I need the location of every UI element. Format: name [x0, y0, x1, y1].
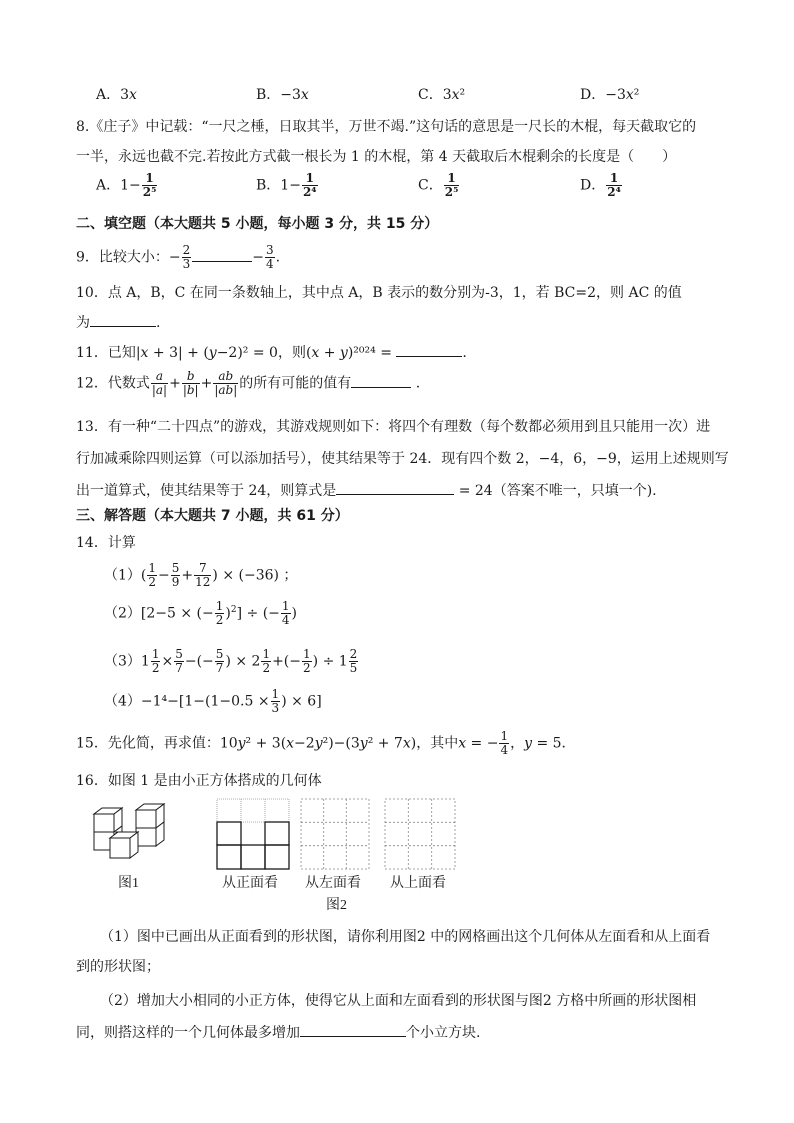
left-view-grid[interactable] [300, 798, 370, 870]
q14-part1: （1）( $\frac{1}{2}$ − $\frac{5}{9}$ + $\frac{7}{12}$ ) × (−36) ； [104, 561, 298, 589]
q13-line2: 行加减乘除四则运算（可以添加括号），使其结果等于 24．现有四个数 2，−4，6，−9，运用上述规则写 [76, 451, 729, 467]
q16-part1-line2: 到的形状图； [76, 959, 160, 975]
q7-option-a: A．3𝑥 [96, 87, 137, 103]
q8-option-d: D． $\frac{1}{\text{2⁴}}$ [580, 171, 621, 199]
q8-option-b: B．1− $\frac{1}{\text{2⁴}}$ [256, 171, 317, 199]
top-view-caption: 从上面看 [390, 876, 446, 891]
section-3-title: 三、解答题（本大题共 7 小题，共 61 分） [76, 508, 349, 524]
q8-option-a: A．1− $\frac{1}{\text{2⁵}}$ [96, 171, 157, 199]
q16-part1-line1: （1）图中已画出从正面看到的形状图，请你利用图2 中的网格画出这个几何体从左面看和从上面看 [100, 929, 711, 945]
q15: 15．先化简，再求值：10𝑦² + 3(𝑥−2𝑦²)−(3𝑦² + 7𝑥)，其中𝑥 = − $\frac{1}{4}$ ，𝑦 = 5． [76, 729, 576, 757]
section-2-title: 二、填空题（本大题共 5 小题，每小题 3 分，共 15 分） [76, 216, 439, 232]
q14-part3: （3）1 $\frac{1}{2}$ × $\frac{5}{7}$ −(− $\frac{5}{7}$ ) × 2 $\frac{1}{2}$ +(− $\frac{1}{2}$ ) ÷ 1 $\frac{2}{5}$ [104, 647, 358, 675]
q12: 12．代数式 $\frac{a}{|a|}$ + $\frac{b}{|b|}$ + $\frac{ab}{|ab|}$ 的所有可能的值有 . [76, 369, 421, 397]
top-view-grid[interactable] [384, 798, 456, 870]
figure-1-solid [90, 800, 170, 872]
q7-option-d: D．−3𝑥² [580, 87, 640, 103]
q11: 11．已知|𝑥 + 3| + (𝑦−2)² = 0，则(𝑥 + 𝑦)²⁰²⁴ = . [76, 342, 467, 362]
q10-answer-blank[interactable] [90, 312, 156, 327]
q14-part2: （2）[2−5 × (− $\frac{1}{2}$ )$^2$] ÷ (− $\frac{1}{4}$ ) [104, 599, 298, 627]
q16-part2-line2: 同，则搭这样的一个几何体最多增加 个小立方块. [76, 1022, 480, 1042]
q13-line1: 13．有一种“二十四点”的游戏，其游戏规则如下：将四个有理数（每个数都必须用到且只能用一次）进 [76, 419, 711, 435]
q7-option-b: B．−3𝑥 [256, 87, 309, 103]
q13-answer-blank[interactable] [336, 480, 454, 495]
figure-2-caption: 图2 [326, 898, 347, 913]
q8-option-c: C． $\frac{1}{\text{2⁵}}$ [418, 171, 459, 199]
q11-answer-blank[interactable] [396, 342, 462, 357]
q16-part2-line1: （2）增加大小相同的小正方体，使得它从上面和左面看到的形状图与图2 方格中所画的形状图相 [100, 993, 697, 1009]
q16-answer-blank[interactable] [300, 1022, 406, 1037]
q12-answer-blank[interactable] [351, 373, 411, 388]
q10-line1: 10．点 A，B，C 在同一条数轴上，其中点 A，B 表示的数分别为-3，1，若 BC=2，则 AC 的值 [76, 285, 682, 301]
front-view-grid [216, 798, 290, 870]
q9-answer-blank[interactable] [192, 247, 252, 262]
q14-part4: （4）−1⁴−[1−(1−0.5 × $\frac{1}{3}$ ) × 6] [104, 687, 322, 715]
q8-line1: 8.《庄子》中记载：“一尺之棰，日取其半，万世不竭.”这句话的意思是一尺长的木棍，每天截取它的 [76, 119, 697, 135]
q14-title: 14．计算 [76, 535, 136, 551]
q8-line2: 一半，永远也截不完.若按此方式截一根长为 1 的木棍，第 4 天截取后木棍剩余的长度是（ ） [76, 149, 677, 165]
q16-title: 16．如图 1 是由小正方体搭成的几何体 [76, 773, 322, 789]
front-view-caption: 从正面看 [222, 876, 278, 891]
q7-option-c: C．3𝑥² [418, 87, 466, 103]
q10-line2: 为 . [76, 312, 160, 332]
q13-line3: 出一道算式，使其结果等于 24，则算式是 = 24（答案不唯一，只填一个). [76, 480, 657, 500]
q9: 9．比较大小：− $\frac{2}{3}$ − $\frac{3}{4}$ . [76, 243, 281, 271]
left-view-caption: 从左面看 [305, 876, 361, 891]
figure-1-caption: 图1 [118, 876, 139, 891]
